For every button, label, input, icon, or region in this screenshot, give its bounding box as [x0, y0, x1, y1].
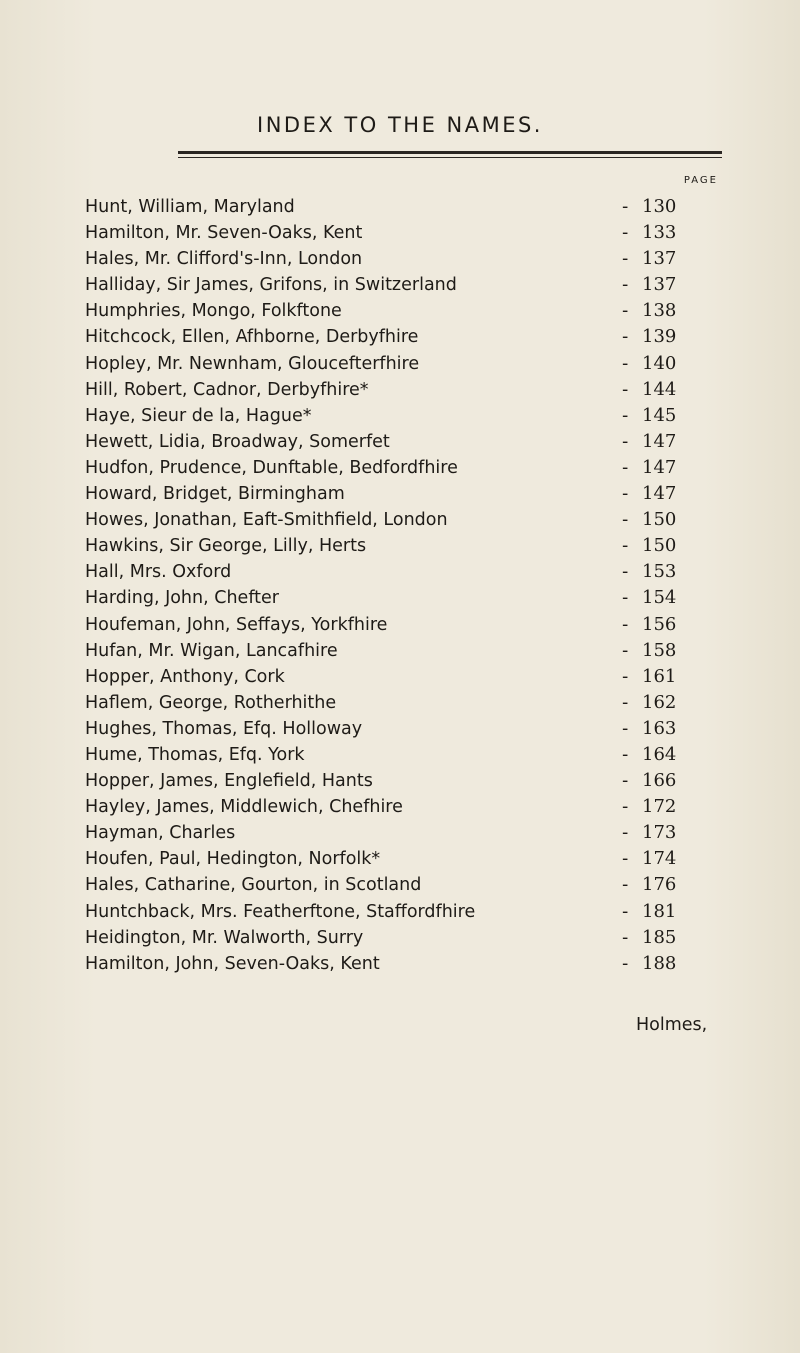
index-entry	[0, 298, 800, 324]
entry-leader-dash: -	[622, 484, 629, 505]
entry-page-number: 185	[642, 926, 677, 948]
entry-page-number: 147	[642, 456, 677, 478]
entry-page-number: 188	[642, 952, 677, 974]
index-entry	[0, 351, 800, 377]
entry-name: Heidington, Mr. Walworth, Surry	[85, 927, 364, 948]
entry-leader-dash: -	[622, 562, 629, 583]
index-entry	[0, 377, 800, 403]
entry-page-number: 150	[642, 509, 677, 531]
heading-rule-thin	[178, 157, 722, 158]
entry-page-number: 162	[642, 691, 677, 713]
index-entry	[0, 507, 800, 533]
entry-name: Hales, Mr. Clifford's-Inn, London	[85, 249, 363, 270]
entry-name: Hall, Mrs. Oxford	[85, 562, 232, 583]
index-entry	[0, 612, 800, 638]
entry-leader-dash: -	[622, 692, 629, 713]
index-entry	[0, 429, 800, 455]
entry-page-number: 181	[642, 900, 677, 922]
entry-name: Hill, Robert, Cadnor, Derbyfhire*	[85, 379, 369, 400]
index-entry	[0, 324, 800, 350]
entry-leader-dash: -	[622, 301, 629, 322]
entry-leader-dash: -	[622, 771, 629, 792]
entry-name: Hudfon, Prudence, Dunftable, Bedfordfhire	[85, 457, 458, 478]
entry-leader-dash: -	[622, 353, 629, 374]
entry-page-number: 137	[642, 248, 677, 270]
entry-name: Hayley, James, Middlewich, Chefhire	[85, 797, 403, 818]
entry-page-number: 137	[642, 274, 677, 296]
entry-leader-dash: -	[622, 849, 629, 870]
entry-page-number: 172	[642, 796, 677, 818]
entry-page-number: 161	[642, 665, 677, 687]
entry-name: Hamilton, John, Seven-Oaks, Kent	[85, 953, 380, 974]
index-entry	[0, 585, 800, 611]
entry-leader-dash: -	[622, 405, 629, 426]
index-entry	[0, 690, 800, 716]
entry-page-number: 176	[642, 874, 677, 896]
entry-leader-dash: -	[622, 327, 629, 348]
entry-name: Huntchback, Mrs. Featherftone, Staffordfhire	[85, 901, 476, 922]
index-entry	[0, 768, 800, 794]
entry-page-number: 166	[642, 770, 677, 792]
entry-name: Hufan, Mr. Wigan, Lancafhire	[85, 640, 338, 661]
entry-page-number: 174	[642, 848, 677, 870]
index-entry	[0, 455, 800, 481]
page-column-label: PAGE	[683, 175, 718, 186]
entry-name: Hewett, Lidia, Broadway, Somerfet	[85, 431, 390, 452]
entry-leader-dash: -	[622, 275, 629, 296]
entry-leader-dash: -	[622, 249, 629, 270]
index-entry	[0, 638, 800, 664]
entry-name: Hayman, Charles	[85, 823, 236, 844]
entry-page-number: 139	[642, 326, 677, 348]
entry-leader-dash: -	[622, 431, 629, 452]
entry-page-number: 153	[642, 561, 677, 583]
index-entry	[0, 403, 800, 429]
entry-leader-dash: -	[622, 588, 629, 609]
entry-leader-dash: -	[622, 457, 629, 478]
entry-name: Hopper, James, Englefield, Hants	[85, 771, 373, 792]
index-entry	[0, 925, 800, 951]
entry-leader-dash: -	[622, 666, 629, 687]
index-entry	[0, 794, 800, 820]
index-entry	[0, 272, 800, 298]
entry-leader-dash: -	[622, 823, 629, 844]
index-entry	[0, 194, 800, 220]
page-title: INDEX TO THE NAMES.	[257, 113, 543, 137]
entry-page-number: 130	[642, 196, 677, 217]
entry-leader-dash: -	[622, 379, 629, 400]
entry-page-number: 154	[642, 587, 677, 609]
entry-leader-dash: -	[622, 614, 629, 635]
entry-name: Houfen, Paul, Hedington, Norfolk*	[85, 849, 381, 870]
index-entry	[0, 559, 800, 585]
entry-name: Hamilton, Mr. Seven-Oaks, Kent	[85, 223, 363, 244]
entry-name: Howard, Bridget, Birmingham	[85, 484, 345, 505]
index-entry	[0, 220, 800, 246]
entry-page-number: 144	[642, 378, 677, 400]
entry-page-number: 147	[642, 430, 677, 452]
entry-name: Hales, Catharine, Gourton, in Scotland	[85, 875, 422, 896]
entry-name: Hopper, Anthony, Cork	[85, 666, 285, 687]
index-entry	[0, 899, 800, 925]
entry-leader-dash: -	[622, 927, 629, 948]
entry-name: Harding, John, Chefter	[85, 588, 279, 609]
index-entry	[0, 820, 800, 846]
catchword: Holmes,	[636, 1015, 708, 1035]
entry-page-number: 173	[642, 822, 677, 844]
entry-name: Hume, Thomas, Efq. York	[85, 744, 305, 765]
entry-page-number: 147	[642, 483, 677, 505]
entry-name: Haflem, George, Rotherhithe	[85, 692, 337, 713]
entry-name: Hitchcock, Ellen, Afhborne, Derbyfhire	[85, 327, 419, 348]
index-entry	[0, 481, 800, 507]
entry-page-number: 133	[642, 222, 677, 244]
entry-page-number: 156	[642, 613, 677, 635]
entry-page-number: 158	[642, 639, 677, 661]
entry-page-number: 150	[642, 535, 677, 557]
index-entry	[0, 742, 800, 768]
index-entry	[0, 246, 800, 272]
index-entry	[0, 664, 800, 690]
index-entry	[0, 951, 800, 977]
index-entry	[0, 872, 800, 898]
entry-name: Hawkins, Sir George, Lilly, Herts	[85, 536, 367, 557]
index-entry	[0, 846, 800, 872]
heading-rule-thick	[178, 151, 722, 154]
entry-name: Houfeman, John, Seffays, Yorkfhire	[85, 614, 388, 635]
entry-name: Hopley, Mr. Newnham, Gloucefterfhire	[85, 353, 420, 374]
entry-leader-dash: -	[622, 744, 629, 765]
entry-name: Hunt, William, Maryland	[85, 197, 295, 217]
entry-leader-dash: -	[622, 953, 629, 974]
entry-page-number: 164	[642, 743, 677, 765]
entry-leader-dash: -	[622, 797, 629, 818]
entry-leader-dash: -	[622, 510, 629, 531]
index-entry	[0, 716, 800, 742]
index-entry-list	[0, 194, 800, 977]
entry-name: Halliday, Sir James, Grifons, in Switzerland	[85, 275, 457, 296]
index-entry	[0, 533, 800, 559]
entry-leader-dash: -	[622, 536, 629, 557]
entry-page-number: 138	[642, 300, 677, 322]
entry-page-number: 145	[642, 404, 677, 426]
entry-name: Humphries, Mongo, Folkftone	[85, 301, 342, 322]
entry-name: Howes, Jonathan, Eaft-Smithfield, London	[85, 510, 448, 531]
entry-page-number: 163	[642, 717, 677, 739]
entry-name: Hughes, Thomas, Efq. Holloway	[85, 718, 363, 739]
entry-leader-dash: -	[622, 718, 629, 739]
entry-leader-dash: -	[622, 875, 629, 896]
entry-name: Haye, Sieur de la, Hague*	[85, 405, 312, 426]
entry-leader-dash: -	[622, 223, 629, 244]
entry-page-number: 140	[642, 352, 677, 374]
entry-leader-dash: -	[622, 197, 629, 217]
entry-leader-dash: -	[622, 901, 629, 922]
entry-leader-dash: -	[622, 640, 629, 661]
